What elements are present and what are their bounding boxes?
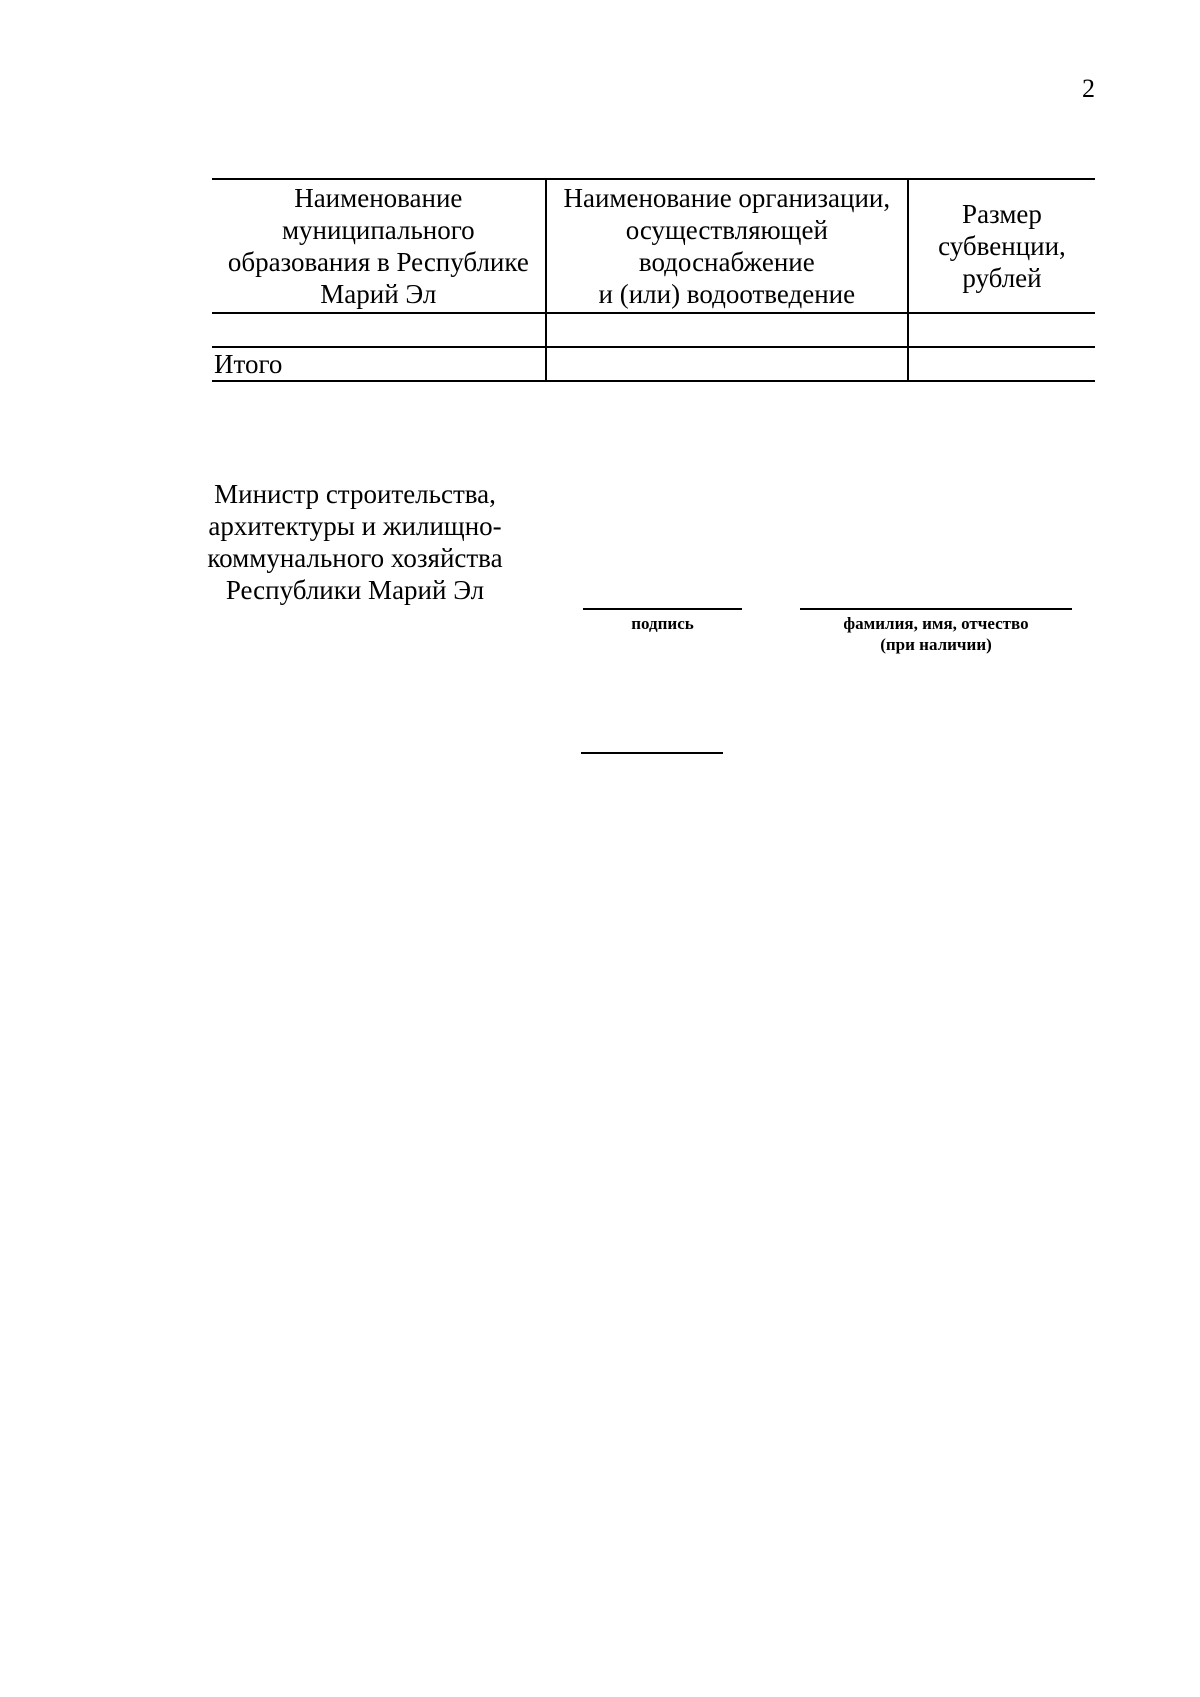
minister-title [190,478,520,606]
header-line: Марий Эл [320,279,437,309]
header-line: образования в Республике [227,247,529,277]
minister-title-line: коммунального хозяйства [207,543,503,573]
table-cell [546,313,908,347]
name-caption-line: фамилия, имя, отчество [843,614,1029,633]
minister-title-line: Министр строительства, [214,479,496,509]
header-municipality [212,179,546,313]
minister-title-line: Республики Марий Эл [225,575,485,605]
header-line: муниципального [281,215,475,245]
header-line: Размер [962,199,1042,229]
header-organization [546,179,908,313]
header-line: осуществляющей [625,215,828,245]
table-cell [212,313,546,347]
table-row [212,313,1095,347]
minister-title-line: архитектуры и жилищно- [208,511,502,541]
name-line [800,608,1072,610]
header-subvention-amount [908,179,1095,313]
table-cell [546,347,908,381]
table-header-row [212,179,1095,313]
header-line: рублей [962,263,1042,293]
header-line: субвенции, [938,231,1066,261]
signature-caption: подпись [631,614,694,633]
header-line: водоснабжение [638,247,815,277]
header-line: Наименование [294,183,463,213]
name-caption-line: (при наличии) [880,635,992,654]
table-cell [908,313,1095,347]
header-line: и (или) водоотведение [598,279,856,309]
page-number: 2 [1082,74,1095,103]
table-total-row [212,347,1095,381]
total-label: Итого [212,347,546,381]
table-cell [908,347,1095,381]
header-line: Наименование организации, [563,183,891,213]
name-caption [800,613,1072,655]
closing-rule [581,752,723,754]
subvention-table [212,178,1095,382]
signature-line [583,608,742,610]
